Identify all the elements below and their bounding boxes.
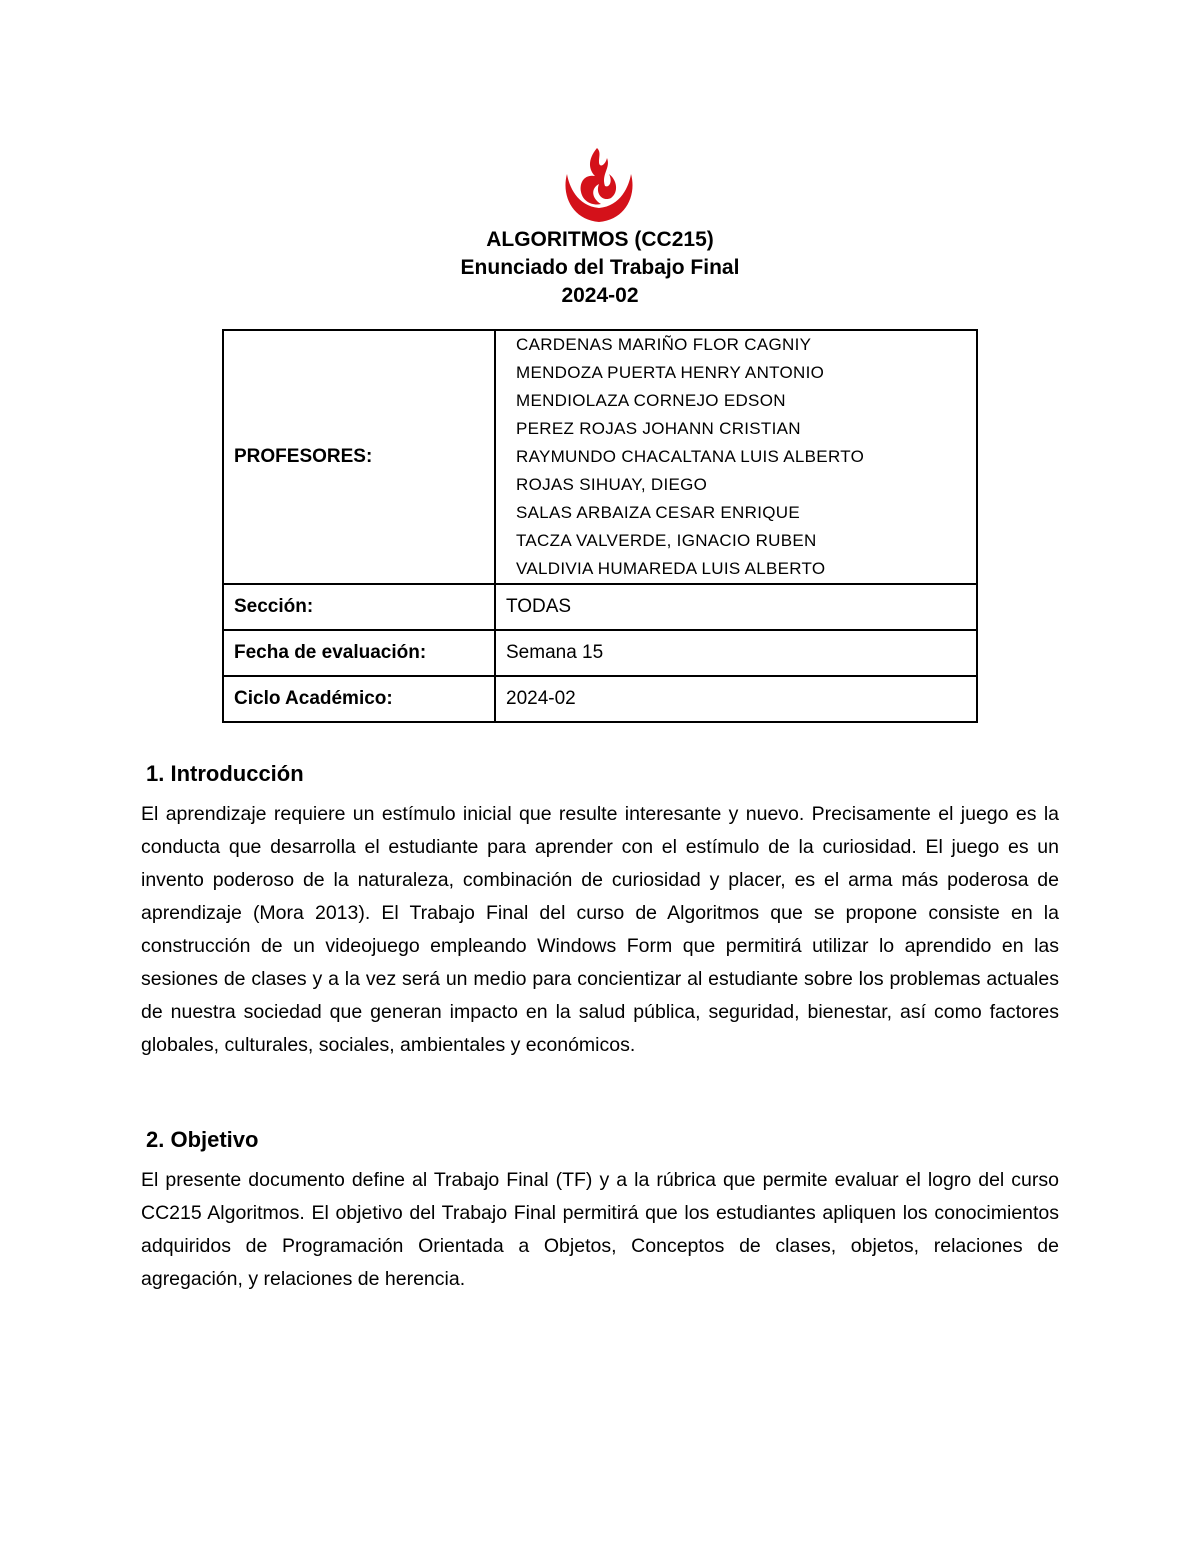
table-row [223, 330, 977, 584]
seccion-label: Sección: [223, 584, 495, 630]
profesores-cell [495, 330, 977, 584]
introduccion-heading: 1. Introducción [146, 761, 304, 786]
profesores-label: PROFESORES: [223, 330, 495, 584]
list-item: ROJAS SIHUAY, DIEGO [516, 475, 708, 494]
document-subtitle: Enunciado del Trabajo Final [460, 256, 740, 279]
ciclo-value: 2024-02 [495, 676, 977, 722]
table-row [223, 630, 977, 676]
objetivo-section [141, 1126, 1059, 1296]
objetivo-paragraph: El presente documento define al Trabajo Final (TF) y a la rúbrica que permite evaluar el logro del curso CC215 Algoritmos. El objetivo del Trabajo Final permitirá que los estudiantes apliquen los conocimientos adquiridos de Programación Orientada a Objetos, Conceptos de clases, objetos, relaciones de agregación, y relaciones de herencia. [141, 1169, 1059, 1290]
course-title: ALGORITMOS (CC215) [486, 228, 714, 251]
upc-flame-logo-icon [559, 146, 639, 226]
document-period: 2024-02 [561, 284, 639, 307]
profesores-list [506, 331, 966, 583]
table-row [223, 676, 977, 722]
list-item: RAYMUNDO CHACALTANA LUIS ALBERTO [516, 447, 865, 466]
fecha-label: Fecha de evaluación: [223, 630, 495, 676]
document-title-block [0, 226, 1200, 310]
list-item: MENDOZA PUERTA HENRY ANTONIO [516, 363, 825, 382]
list-item: PEREZ ROJAS JOHANN CRISTIAN [516, 419, 801, 438]
table-row [223, 584, 977, 630]
list-item: SALAS ARBAIZA CESAR ENRIQUE [516, 503, 800, 522]
course-info-table [222, 329, 978, 723]
introduccion-section [141, 760, 1059, 1062]
fecha-value: Semana 15 [495, 630, 977, 676]
list-item: CARDENAS MARIÑO FLOR CAGNIY [516, 335, 812, 354]
introduccion-paragraph: El aprendizaje requiere un estímulo inicial que resulte interesante y nuevo. Precisamente el juego es la conducta que desarrolla el estudiante para aprender con el estímulo de la curiosidad. El juego es un invento poderoso de la naturaleza, combinación de curiosidad y placer, es el arma más poderosa de aprendizaje (Mora 2013). El Trabajo Final del curso de Algoritmos que se propone consiste en la construcción de un videojuego empleando Windows Form que permitirá utilizar lo aprendido en las sesiones de clases y a la vez será un medio para concientizar al estudiante sobre los problemas actuales de nuestra sociedad que generan impacto en la salud pública, seguridad, bienestar, así como factores globales, culturales, sociales, ambientales y económicos. [141, 803, 1059, 1056]
objetivo-heading: 2. Objetivo [146, 1127, 259, 1152]
list-item: TACZA VALVERDE, IGNACIO RUBEN [516, 531, 817, 550]
list-item: VALDIVIA HUMAREDA LUIS ALBERTO [516, 559, 826, 578]
seccion-value: TODAS [495, 584, 977, 630]
ciclo-label: Ciclo Académico: [223, 676, 495, 722]
list-item: MENDIOLAZA CORNEJO EDSON [516, 391, 786, 410]
